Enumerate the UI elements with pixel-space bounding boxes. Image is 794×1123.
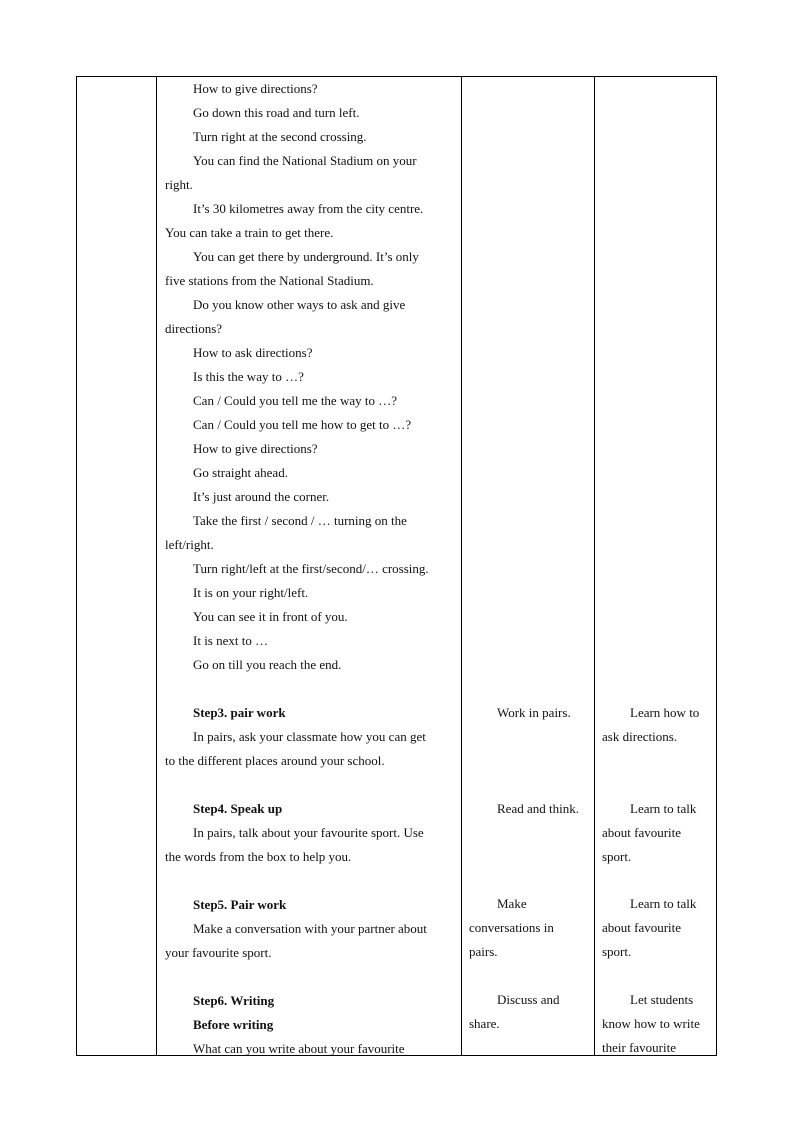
procedure-line: How to give directions? <box>193 81 318 96</box>
procedure-line: Turn right at the second crossing. <box>193 129 367 144</box>
step6-purpose: know how to write <box>602 1016 700 1031</box>
step6-purpose: Let students <box>630 992 694 1007</box>
step3-title: Step3. pair work <box>193 705 286 720</box>
procedure-line: five stations from the National Stadium. <box>165 273 374 288</box>
step5-purpose: sport. <box>602 944 632 959</box>
procedure-line: It’s just around the corner. <box>193 489 330 504</box>
procedure-line: directions? <box>165 321 223 336</box>
step5-purpose: Learn to talk <box>630 896 697 911</box>
step4-purpose: Learn to talk <box>630 801 697 816</box>
procedure-line: Take the first / second / … turning on the <box>193 513 407 528</box>
procedure-line: Go down this road and turn left. <box>193 105 360 120</box>
step6-purpose: their favourite <box>602 1040 676 1055</box>
step4-student-activity: Read and think. <box>497 801 579 816</box>
procedure-line: You can take a train to get there. <box>165 225 334 240</box>
step3-line: to the different places around your school. <box>165 753 385 768</box>
step5-purpose: about favourite <box>602 920 682 935</box>
procedure-line: Do you know other ways to ask and give <box>193 297 406 312</box>
procedure-line: Can / Could you tell me the way to …? <box>193 393 397 408</box>
procedure-line: Go on till you reach the end. <box>193 657 342 672</box>
procedure-line: Go straight ahead. <box>193 465 288 480</box>
step5-student-activity: conversations in <box>469 920 554 935</box>
purpose-column <box>595 77 718 1055</box>
procedure-line: left/right. <box>165 537 214 552</box>
step3-line: In pairs, ask your classmate how you can get <box>193 729 426 744</box>
procedure-line: Turn right/left at the first/second/… crossing. <box>193 561 429 576</box>
step4-line: the words from the box to help you. <box>165 849 352 864</box>
step6-title: Step6. Writing <box>193 993 275 1008</box>
step5-title: Step5. Pair work <box>193 897 287 912</box>
procedure-line: You can get there by underground. It’s only <box>193 249 419 264</box>
step6-subtitle: Before writing <box>193 1017 274 1032</box>
step5-student-activity: pairs. <box>469 944 498 959</box>
step4-line: In pairs, talk about your favourite sport. Use <box>193 825 424 840</box>
step5-line: Make a conversation with your partner about <box>193 921 427 936</box>
step3-purpose: Learn how to <box>630 705 700 720</box>
step5-line: your favourite sport. <box>165 945 272 960</box>
procedure-line: It is next to … <box>193 633 269 648</box>
procedure-line: You can see it in front of you. <box>193 609 348 624</box>
step6-student-activity: share. <box>469 1016 500 1031</box>
teaching-procedure-column <box>157 77 461 1055</box>
procedure-line: Is this the way to …? <box>193 369 304 384</box>
procedure-line: How to ask directions? <box>193 345 313 360</box>
procedure-line: How to give directions? <box>193 441 318 456</box>
step3-purpose: ask directions. <box>602 729 678 744</box>
procedure-line: Can / Could you tell me how to get to …? <box>193 417 412 432</box>
student-activity-column <box>462 77 594 1055</box>
procedure-line: It is on your right/left. <box>193 585 309 600</box>
step4-purpose: sport. <box>602 849 632 864</box>
step4-title: Step4. Speak up <box>193 801 283 816</box>
step5-student-activity: Make <box>497 896 527 911</box>
lesson-plan-table <box>76 76 717 1056</box>
step6-line: What can you write about your favourite <box>193 1041 405 1055</box>
step3-student-activity: Work in pairs. <box>497 705 571 720</box>
procedure-line: You can find the National Stadium on your <box>193 153 417 168</box>
step4-purpose: about favourite <box>602 825 682 840</box>
procedure-line: right. <box>165 177 193 192</box>
procedure-line: It’s 30 kilometres away from the city centre. <box>193 201 424 216</box>
step6-student-activity: Discuss and <box>497 992 560 1007</box>
